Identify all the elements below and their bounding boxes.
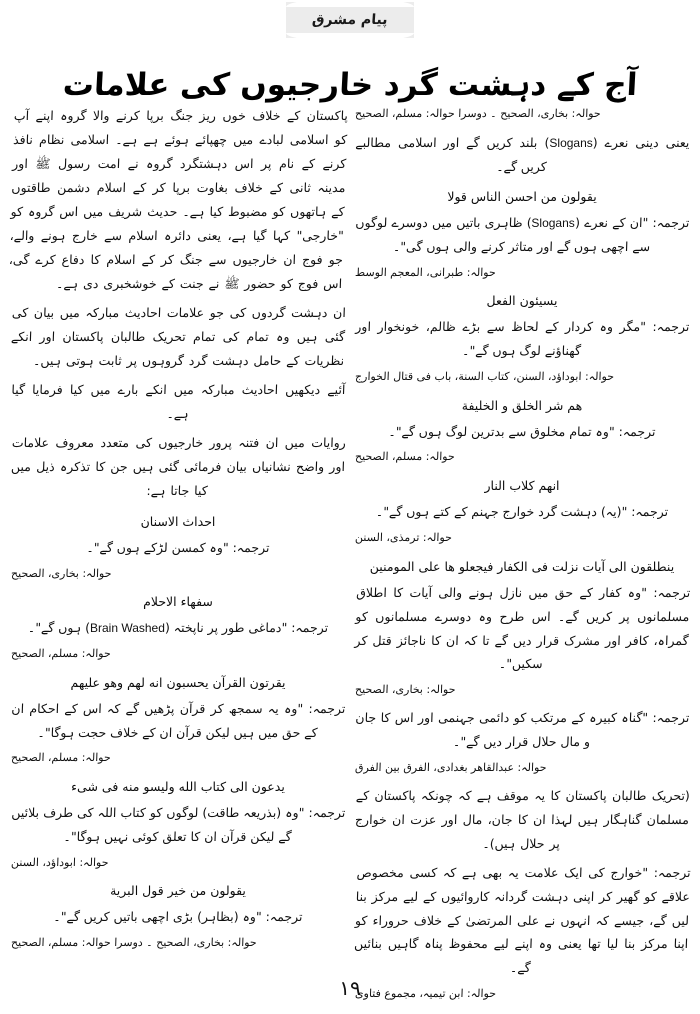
latin-term-slogans: Slogans — [531, 216, 576, 231]
intro-paragraph-1: پاکستان کے خلاف خوں ریز جنگ برپا کرنے والا گروہ اپنے آپ کو اسلامی لبادے میں چھپائے ہوئے ہے ہے۔ اسلامی نظام نافذ کرنے کے نام پر اس دہشتگرد گروہ نے امت رسول ﷺ اور مدینہ ثانی کے خلاف بغاوت برپا کر کے اسلام دشمن طاقتوں کے ہاتھوں کو مضبوط کیا ہے۔ حدیث شریف میں اس گروہ کو "خارجی" کہا گیا ہے، یعنی دائرہ اسلام سے خارج ہونے والے، جو فوج ان خارجیوں سے جنگ کر کے اسلام کا دفاع کرے گی، اس فوج کو حضور ﷺ نے جنت کے خوشخبری دی ہے۔ — [8, 108, 349, 291]
citation: حوالہ: بخاری، الصحیح — [10, 566, 112, 580]
hadith-arabic: انهم کلاب النار — [484, 478, 560, 494]
intro-paragraph-2: ان دہشت گردوں کی جو علامات احادیث مبارکہ میں بیان کی گئی ہیں وہ تمام کی تمام تحریک طالبان پاکستان اور انکے نظریات کے حامل دہشت گرد گروہوں پر ثابت ہوتی ہیں۔ — [10, 305, 347, 368]
column-left — [353, 104, 692, 1001]
hadith-arabic: یقرتون القرآن یحسبون انه لهم وهو علیهم — [70, 674, 286, 690]
hadith-translation: ترجمہ: "وہ یہ سمجھ کر قرآن پڑھیں گے کہ اس کے احکام ان کے حق میں ہیں لیکن قرآن ان کے خلاف حجت ہوگا"۔ — [11, 700, 346, 740]
hadith-translation: ترجمہ: "وہ تمام مخلوق سے بدترین لوگ ہوں گے"۔ — [388, 423, 656, 439]
final-citation: حوالہ: ابن تیمیہ، مجموع فتاویٰ — [354, 987, 497, 1001]
final-translation: ترجمہ: "خوارج کی ایک علامت یہ بھی ہے کہ کسی مخصوص علاقے کو گھیر کر اپنی دہشت گردانہ کاروائیوں کے لیے مرکز بنا لیں گے، جیسے کہ انہوں نے علی المرتضیٰ کے خلاف حروراء کو اپنا مرکز بنا لیا تھا یعنی وہ اپنے لیے محفوظ پناہ گاہیں بنائیں گے۔ — [353, 865, 691, 976]
latin-term-slogans: Slogans — [549, 135, 593, 150]
hadith-translation: ترجمہ: "وہ کفار کے حق میں نازل ہونے والی آیات کا اطلاق مسلمانوں پر کریں گے۔ اس طرح وہ دوسرے مسلمانوں کو گمراہ، کافر اور مشرک قرار دیں گے تا کہ ان کا ناجائز قتل کر سکیں"۔ — [354, 584, 691, 671]
hadith-translation — [11, 616, 346, 640]
citation: حوالہ: بخاری، الصحیح ۔ دوسرا حوالہ: مسلم، الصحیح — [10, 936, 257, 950]
citation: حوالہ: مسلم، الصحیح — [10, 647, 111, 661]
translation-text-post: ) ہوں گے"۔ — [27, 620, 91, 636]
intro-paragraph-3: آئیے دیکھیں احادیث مبارکہ میں انکے بارے میں کیا فرمایا گیا ہے۔ — [11, 382, 346, 421]
citation: حوالہ: ابوداؤد، السنن — [10, 855, 109, 869]
hadith-translation — [354, 211, 690, 259]
translation-text-pre: ترجمہ: "دماغی طور پر ناپختہ ( — [164, 620, 329, 636]
translation-text-pre: ترجمہ: "ان کے نعرے ( — [574, 215, 690, 231]
note-paragraph: (تحریک طالبان پاکستان کا یہ موقف ہے کہ چونکہ پاکستان کے مسلمان گناہگار ہیں لہذا ان کا جان، مال اور عزت ان خوارج پر حلال ہیں)۔ — [354, 788, 691, 852]
citation: حوالہ: عبدالقاهر بغدادی، الفرق بین الفرق — [354, 760, 547, 774]
note-text-pre: یعنی دینی نعرے ( — [592, 134, 690, 150]
citation: حوالہ: طبرانی، المعجم الوسط — [354, 265, 497, 279]
citation: حوالہ: بخاری، الصحیح — [354, 682, 456, 696]
note-slogans — [354, 131, 690, 179]
hadith-translation: ترجمہ: "مگر وہ کردار کے لحاظ سے بڑے ظالم، خونخوار اور گھناؤنے لوگ ہوں گے"۔ — [355, 319, 690, 359]
latin-term-brain-washed: Brain Washed — [90, 621, 165, 636]
hadith-translation: ترجمہ: "وہ (بذریعہ طاقت) لوگوں کو کتاب اللہ کی طرف بلائیں گے لیکن قرآن ان کا تعلق کوئی نہیں ہوگا"۔ — [11, 805, 346, 844]
citation: حوالہ: ابوداؤد، السنن، کتاب السنة، باب فی قتال الخوارج — [354, 369, 615, 383]
citation: حوالہ: مسلم، الصحیح — [354, 450, 455, 464]
hadith-arabic: ینطلقون الی آیات نزلت فی الکفار فیجعلو ها علی المومنین — [369, 558, 675, 574]
hadith-arabic: احداث الاسنان — [140, 514, 216, 529]
hadith-arabic: یسیئون الفعل — [486, 293, 558, 309]
page-number: ۱۹ — [339, 976, 361, 1000]
hadith-translation: ترجمہ: "وہ کمسن لڑکے ہوں گے"۔ — [86, 540, 270, 555]
translation-text-post: ) ظاہری باتیں میں دوسرے لوگوں سے اچھی ہوں گے اور متاثر کرنے والی ہوں گی"۔ — [355, 215, 651, 255]
hadith-arabic: یقولون من خیر قول البریة — [110, 883, 246, 899]
note-text-post: ) بلند کریں گے اور اسلامی مطالبے کریں گے۔ — [355, 134, 550, 174]
hadith-arabic: سفهاء الاحلام — [143, 594, 213, 610]
hadith-arabic: یدعون الی کتاب الله ولیسو منه فی شیء — [71, 779, 285, 795]
magazine-name: پیام مشرق — [311, 12, 389, 28]
intro-paragraph-4: روایات میں ان فتنہ پرور خارجیوں کی متعدد معروف علامات اور واضح نشانیاں بیان فرمائی گئی ہیں جن کا تذکرہ ذیل میں کیا جاتا ہے: — [10, 435, 347, 498]
masthead-banner — [0, 2, 700, 42]
citation: حوالہ: ترمذی، السنن — [354, 530, 453, 544]
citation: حوالہ: مسلم، الصحیح — [10, 751, 111, 765]
column-right — [8, 104, 347, 956]
citation: حوالہ: بخاری، الصحیح ۔ دوسرا حوالہ: مسلم، الصحیح — [354, 107, 601, 120]
magazine-ribbon — [286, 2, 414, 38]
hadith-translation: ترجمہ: "وہ (بظاہر) بڑی اچھی باتیں کریں گے"۔ — [53, 909, 303, 925]
page-title: آج کے دہشت گرد خارجیوں کی علامات — [61, 66, 639, 103]
hadith-translation: ترجمہ: "(یہ) دہشت گرد خوارج جہنم کے کتے ہوں گے"۔ — [375, 504, 669, 520]
hadith-translation: ترجمہ: "گناہ کبیرہ کے مرتکب کو دائمی جہنمی اور اس کا جان و مال حلال قرار دیں گے"۔ — [355, 710, 690, 749]
hadith-arabic: هم شر الخلق و الخلیفة — [461, 397, 583, 413]
hadith-arabic: یقولون من احسن الناس قولا — [447, 189, 597, 205]
